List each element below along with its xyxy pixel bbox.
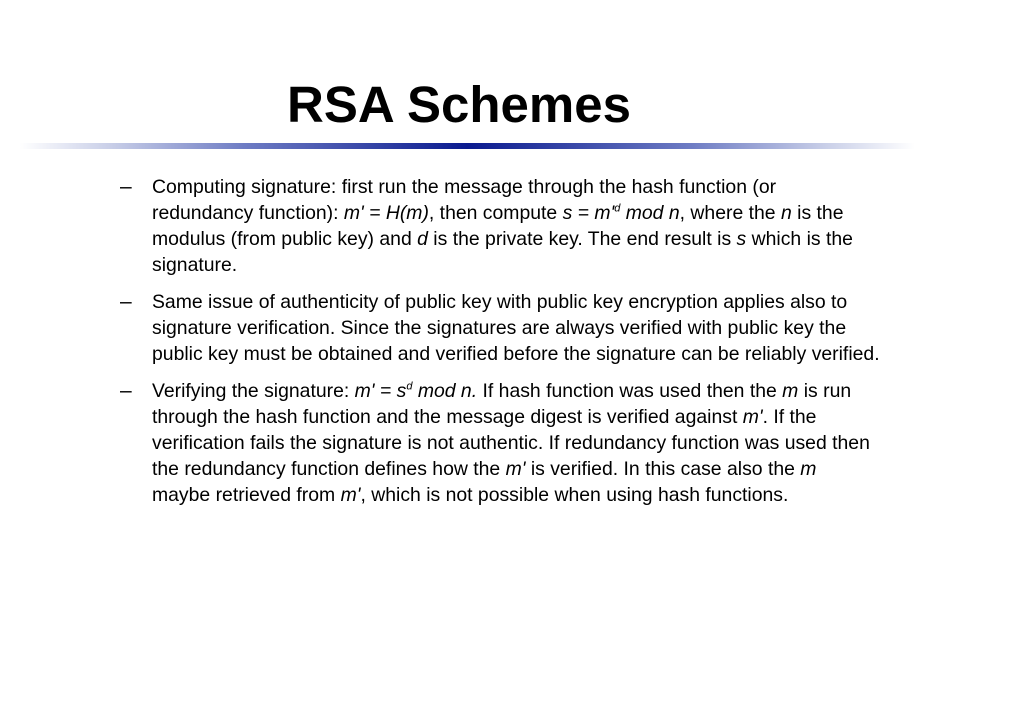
title-divider xyxy=(20,143,915,149)
bullet-dash: – xyxy=(120,175,132,198)
text-segment: is the modulus (from public key) and xyxy=(152,202,844,250)
italic-text: s = m' xyxy=(562,202,615,224)
italic-text: m' xyxy=(340,484,361,506)
text-segment: , where the xyxy=(679,202,781,224)
bullet-list xyxy=(120,174,880,519)
bullet-dash: – xyxy=(120,379,132,402)
italic-text: m' = s xyxy=(354,380,407,402)
italic-text: m' xyxy=(742,406,763,428)
text-segment: maybe retrieved from xyxy=(152,484,341,506)
text-segment: Computing signature: first run the message through the hash function (or redundancy function): xyxy=(152,176,777,224)
text-segment: Same issue of authenticity of public key with public key encryption applies also to signature verification. Since the signatures are always verified with public key the public key must be obtained and verified before the signature can be reliably verified. xyxy=(152,291,880,365)
italic-text: m' = H(m) xyxy=(343,202,429,224)
bullet-text xyxy=(152,176,853,276)
italic-text: m xyxy=(800,458,817,480)
italic-text: m' xyxy=(505,458,526,480)
bullet-text xyxy=(152,291,880,365)
text-segment: is the private key. The end result is xyxy=(427,228,737,250)
text-segment: is verified. In this case also the xyxy=(525,458,801,480)
italic-text: mod n. xyxy=(412,380,478,402)
superscript-text: d xyxy=(614,202,621,215)
bullet-text xyxy=(152,380,870,506)
text-segment: , which is not possible when using hash functions. xyxy=(360,484,789,506)
bullet-item-computing-signature xyxy=(120,174,880,278)
text-segment: , then compute xyxy=(428,202,563,224)
text-segment: . If the verification fails the signature is not authentic. If redundancy function was used then the redundancy function defines how the xyxy=(152,406,870,480)
bullet-item-verifying-signature xyxy=(120,378,880,508)
italic-text: m xyxy=(782,380,799,402)
text-segment: which is the signature. xyxy=(152,228,853,276)
text-segment: If hash function was used then the xyxy=(477,380,783,402)
bullet-dash: – xyxy=(120,290,132,313)
italic-text: s xyxy=(736,228,747,250)
text-segment: Verifying the signature: xyxy=(152,380,355,402)
slide-title: RSA Schemes xyxy=(287,76,631,133)
superscript-text: d xyxy=(406,380,413,393)
italic-text: n xyxy=(780,202,792,224)
text-segment: is run through the hash function and the message digest is verified against xyxy=(152,380,852,428)
italic-text: d xyxy=(417,228,428,250)
italic-text: mod n xyxy=(620,202,680,224)
bullet-item-authenticity xyxy=(120,289,880,367)
